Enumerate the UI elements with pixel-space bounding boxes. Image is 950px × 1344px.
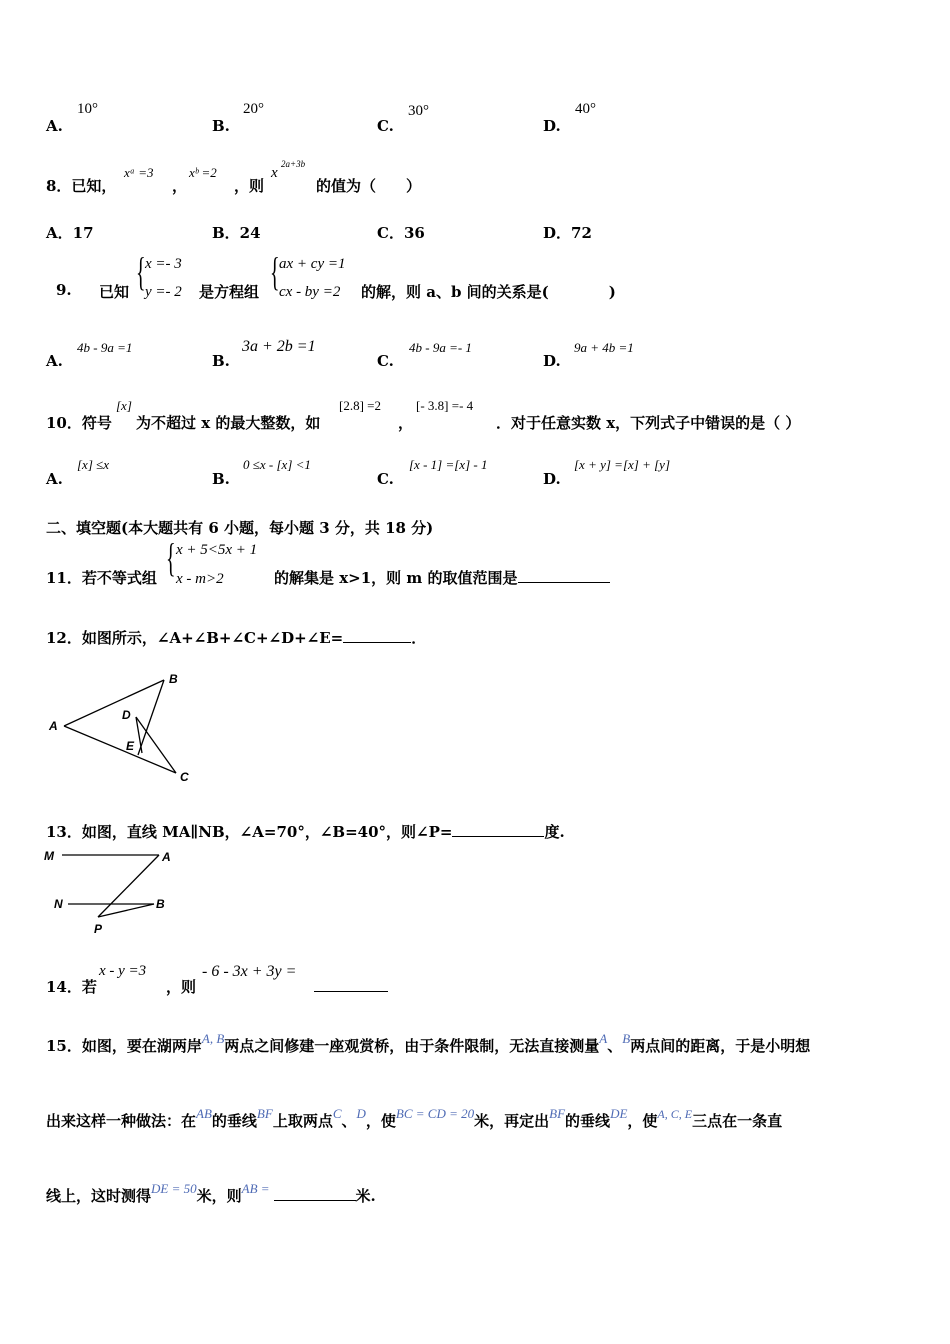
q9-brace-1: {: [136, 249, 146, 294]
q15-line3-c: 米.: [355, 1187, 376, 1205]
q12-label-e: E: [126, 739, 135, 753]
section-2-title: 二、填空题(本大题共有 6 小题，每小题 3 分，共 18 分): [46, 519, 434, 537]
q7-option-d-label: D.: [543, 117, 561, 135]
q10-option-b: 0 ≤x - [x] <1: [243, 457, 311, 472]
q15-bf-1: BF: [256, 1106, 273, 1121]
q15-ab-1: A, B: [201, 1031, 225, 1046]
q12-label-b: B: [169, 672, 178, 686]
q9-brace-2: {: [270, 249, 280, 294]
q10-symbol: [x]: [116, 398, 132, 413]
q10-option-c: [x - 1] =[x] - 1: [409, 457, 488, 472]
q12-text: 12．如图所示，∠A+∠B+∠C+∠D+∠E=: [46, 629, 344, 647]
q7-option-d-value: 40°: [575, 101, 596, 117]
q9-sys2-line1: ax + cy =1: [279, 256, 346, 272]
q10-comma: ，: [398, 414, 414, 432]
q9-sys1-line2: y =- 2: [145, 284, 182, 300]
q15-line1-c: 两点间的距离，于是小明想: [630, 1037, 811, 1055]
q9-option-d: 9a + 4b =1: [574, 340, 634, 355]
q10-mid: 为不超过 x 的最大整数，如: [136, 414, 321, 432]
q10-example-2: [- 3.8] =- 4: [416, 398, 474, 413]
q9-suffix: 的解，则 a、b 间的关系是( ): [361, 283, 616, 301]
q9-option-b-label: B.: [212, 352, 230, 370]
q15-ace: A, C, E: [657, 1107, 693, 1121]
q14-prefix: 14．若: [46, 978, 97, 996]
q12-label-d: D: [122, 708, 131, 722]
q15-eq-2: DE = 50: [151, 1181, 197, 1196]
q13-question: [46, 821, 565, 842]
q7-option-b-value: 20°: [243, 101, 264, 117]
q12-label-c: C: [180, 770, 189, 784]
q15-ab-4: AB =: [241, 1181, 270, 1196]
q15-line3-b: 米，则: [196, 1187, 242, 1205]
q10-option-d: [x + y] =[x] + [y]: [574, 457, 671, 472]
q9-option-c: 4b - 9a =- 1: [409, 340, 472, 355]
q15-line2-a: 出来这样一种做法：在: [46, 1112, 197, 1130]
q7-option-a-label: A.: [46, 117, 63, 135]
q10-option-a: [x] ≤x: [77, 457, 110, 472]
q9-is-solution: 是方程组: [199, 283, 260, 301]
q10-example-1: [2.8] =2: [339, 398, 381, 413]
q15-a-2: A: [599, 1031, 608, 1046]
q8-prefix: 8．已知，: [46, 177, 117, 195]
q15-sep: 、: [607, 1037, 623, 1055]
q13-label-a: A: [162, 850, 171, 864]
q15-line2-e: 米，再定出: [474, 1112, 550, 1130]
q8-expr1: xᵃ =3: [124, 165, 154, 180]
q8-suffix: 的值为（ ）: [316, 177, 422, 195]
q8-option-d: D．72: [543, 224, 592, 242]
q7-option-b-label: B.: [212, 117, 230, 135]
q12-end: ．: [411, 629, 427, 647]
q9-option-c-label: C.: [377, 352, 394, 370]
q14-expr2: - 6 - 3x + 3y =: [202, 963, 297, 980]
q12-label-a: A: [49, 719, 58, 733]
q10-option-c-label: C.: [377, 470, 394, 488]
q13-label-n: N: [54, 897, 63, 911]
q15-line2-h: 三点在一条直: [692, 1112, 783, 1130]
q11-line2: x - m>2: [176, 571, 224, 587]
q9-option-a: 4b - 9a =1: [77, 340, 133, 355]
q8-expr2: xᵇ =2: [189, 165, 217, 180]
q15-ab-3: AB: [196, 1106, 212, 1121]
q15-line3-a: 线上，这时测得: [46, 1187, 152, 1205]
q15-line2-d: ，使: [365, 1112, 396, 1130]
q9-sys1-line1: x =- 3: [145, 256, 182, 272]
q9-sys2-line2: cx - by =2: [279, 284, 341, 300]
q8-option-b: B．24: [212, 224, 261, 242]
q15-bf-2: BF: [549, 1106, 566, 1121]
q10-option-d-label: D.: [543, 470, 561, 488]
q15-line2-g: ，使: [627, 1112, 658, 1130]
q10-prefix: 10．符号: [46, 414, 112, 432]
q15-c-1: C: [332, 1106, 342, 1121]
q9-option-a-label: A.: [46, 352, 63, 370]
q15-line-3: [46, 1181, 376, 1206]
q9-known: 已知: [99, 283, 130, 301]
q15-line-1: [46, 1031, 811, 1056]
q8-option-a: A．17: [46, 224, 94, 242]
q13-label-p: P: [94, 922, 103, 936]
q14-expr1: x - y =3: [99, 963, 147, 979]
q15-line-2: [46, 1106, 783, 1131]
q11-suffix-text: 的解集是 x>1，则 m 的取值范围是: [274, 569, 518, 587]
q7-option-c-label: C.: [377, 117, 394, 135]
q9-option-b: 3a + 2b =1: [242, 338, 316, 355]
q15-line1-a: 15．如图，要在湖两岸: [46, 1037, 202, 1055]
q10-option-b-label: B.: [212, 470, 230, 488]
q13-label-m: M: [44, 849, 54, 863]
q11-brace: {: [166, 535, 176, 580]
q8-option-c: C．36: [377, 224, 425, 242]
q15-b-2: B: [622, 1031, 631, 1046]
q13-answer-blank[interactable]: [452, 822, 544, 837]
q15-sep-2: 、: [341, 1112, 357, 1130]
q7-option-c-value: 30°: [408, 103, 429, 119]
q15-line1-b: 两点之间修建一座观赏桥，由于条件限制，无法直接测量: [224, 1037, 600, 1055]
q15-line2-c: 上取两点: [272, 1112, 333, 1130]
q9-number: 9.: [56, 281, 72, 299]
q15-de-1: DE: [610, 1106, 628, 1121]
q10-option-a-label: A.: [46, 470, 63, 488]
q14-answer-blank[interactable]: [314, 977, 388, 992]
q13-end: 度.: [544, 823, 565, 841]
q10-suffix: ．对于任意实数 x，下列式子中错误的是（ ）: [496, 414, 801, 432]
q15-d-1: D: [356, 1106, 366, 1121]
q15-line2-b: 的垂线: [211, 1112, 257, 1130]
q8-expr3-exponent: 2a+3b: [281, 159, 306, 169]
q15-line2-f: 的垂线: [565, 1112, 611, 1130]
q8-comma: ，: [172, 177, 188, 195]
q11-prefix: 11．若不等式组: [46, 569, 157, 587]
q11-line1: x + 5<5x + 1: [176, 542, 258, 558]
q8-then: ，则: [234, 177, 265, 195]
q9-option-d-label: D.: [543, 352, 561, 370]
q7-option-a-value: 10°: [77, 101, 98, 117]
q14-mid: ，则: [166, 978, 197, 996]
q15-answer-blank[interactable]: [274, 1186, 356, 1201]
q13-label-b: B: [156, 897, 165, 911]
q8-expr3-base: x: [271, 165, 278, 181]
q13-text: 13．如图，直线 MA∥NB，∠A=70°，∠B=40°，则∠P=: [46, 823, 453, 841]
q15-eq-1: BC = CD = 20: [395, 1106, 475, 1121]
